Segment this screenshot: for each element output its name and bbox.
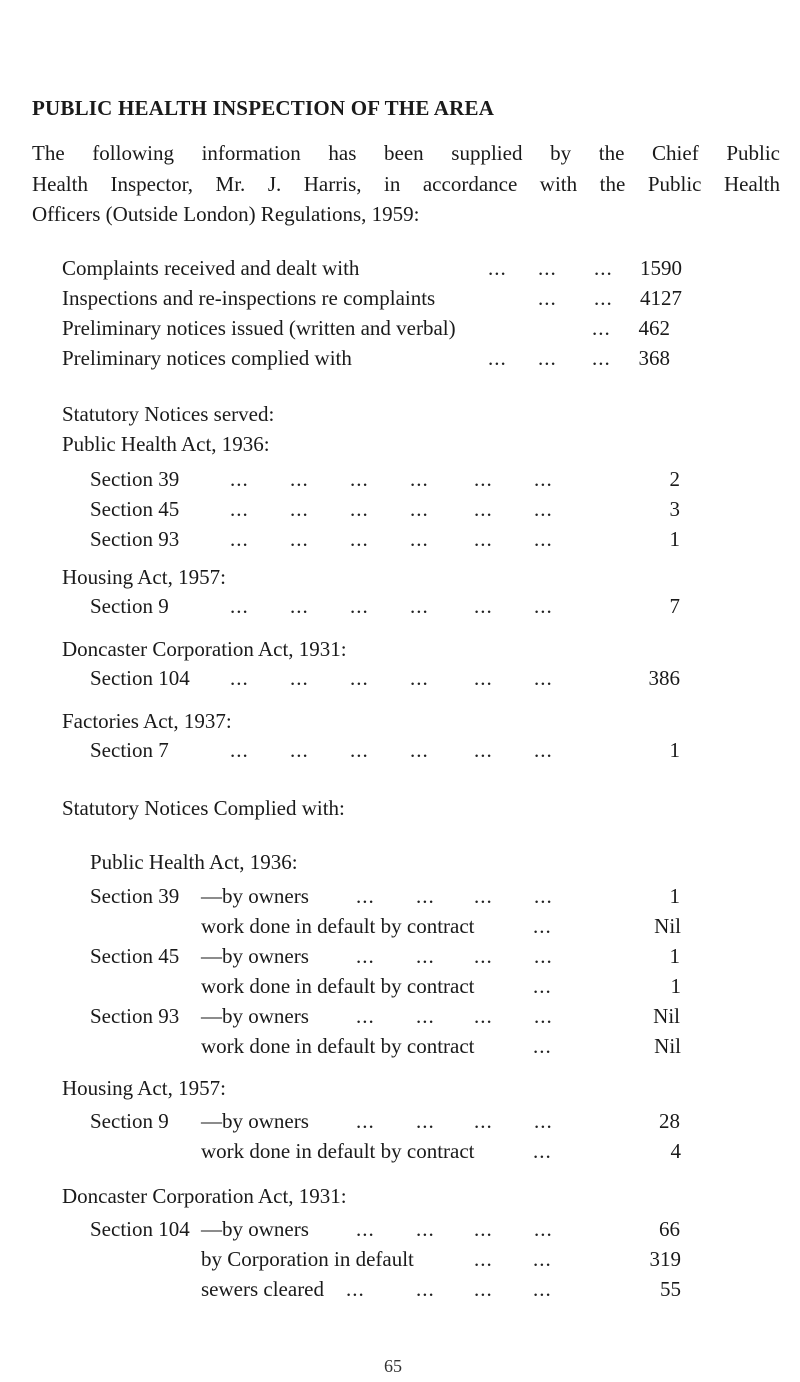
- summary-row: [62, 315, 670, 341]
- leader-dots: ...: [410, 738, 429, 762]
- row-value: 2: [669, 467, 680, 491]
- leader-dots: ...: [350, 467, 369, 491]
- row-value: 1590: [640, 256, 682, 280]
- served-row: [90, 466, 680, 492]
- leader-dots: ...: [533, 1277, 552, 1301]
- row-label: Section 39: [90, 467, 180, 491]
- served-row: [90, 496, 680, 522]
- row-value: 3: [669, 497, 680, 521]
- row-label: work done in default by contract: [201, 1139, 475, 1163]
- leader-dots: ...: [534, 884, 553, 908]
- row-label: Section 104: [90, 666, 190, 690]
- leader-dots: ...: [538, 286, 557, 310]
- row-label: —by owners: [201, 1109, 309, 1133]
- row-label: Inspections and re-inspections re complaints: [62, 286, 436, 310]
- leader-dots: ...: [474, 1217, 493, 1241]
- intro-line: Officers (Outside London) Regulations, 1959:: [32, 202, 420, 226]
- page-number: 65: [384, 1356, 402, 1376]
- leader-dots: ...: [534, 666, 553, 690]
- leader-dots: ...: [230, 527, 249, 551]
- row-label: Section 9: [90, 594, 169, 618]
- row-section: Section 45: [90, 944, 180, 968]
- leader-dots: ...: [534, 467, 553, 491]
- row-value: 1: [669, 527, 680, 551]
- leader-dots: ...: [474, 1004, 493, 1028]
- leader-dots: ...: [474, 594, 493, 618]
- leader-dots: ...: [474, 738, 493, 762]
- intro-line: The following information has been supplied by the Chief Public: [32, 141, 780, 165]
- leader-dots: ...: [230, 497, 249, 521]
- row-label: Section 93: [90, 527, 180, 551]
- row-label: —by owners: [201, 944, 309, 968]
- complied-row: [90, 1003, 680, 1029]
- leader-dots: ...: [538, 346, 557, 370]
- act-heading: Housing Act, 1957:: [62, 1076, 226, 1100]
- leader-dots: ...: [356, 944, 375, 968]
- row-value: 368: [638, 346, 670, 370]
- summary-row: [62, 345, 670, 371]
- leader-dots: ...: [290, 527, 309, 551]
- complied-row: [90, 1108, 680, 1134]
- leader-dots: ...: [356, 884, 375, 908]
- leader-dots: ...: [534, 944, 553, 968]
- leader-dots: ...: [592, 316, 611, 340]
- row-label: sewers cleared: [201, 1277, 325, 1301]
- row-value: 66: [659, 1217, 680, 1241]
- row-value: 4127: [640, 286, 682, 310]
- row-value: 7: [669, 594, 680, 618]
- row-label: Preliminary notices issued (written and verbal): [62, 316, 456, 340]
- row-value: 386: [648, 666, 680, 690]
- leader-dots: ...: [350, 594, 369, 618]
- act-heading: Doncaster Corporation Act, 1931:: [62, 637, 347, 661]
- leader-dots: ...: [488, 346, 507, 370]
- leader-dots: ...: [290, 467, 309, 491]
- complied-row: [201, 913, 681, 939]
- complied-row: [201, 1276, 681, 1302]
- leader-dots: ...: [534, 738, 553, 762]
- row-label: —by owners: [201, 1217, 309, 1241]
- leader-dots: ...: [474, 666, 493, 690]
- leader-dots: ...: [290, 738, 309, 762]
- complied-row: [90, 883, 680, 909]
- leader-dots: ...: [594, 256, 613, 280]
- leader-dots: ...: [410, 666, 429, 690]
- row-label: work done in default by contract: [201, 974, 475, 998]
- row-label: by Corporation in default: [201, 1247, 414, 1271]
- complied-row: [201, 1246, 681, 1272]
- served-row: [90, 737, 680, 763]
- row-value: 55: [660, 1277, 681, 1301]
- row-value: 462: [638, 316, 670, 340]
- row-label: Preliminary notices complied with: [62, 346, 352, 370]
- act-heading: Doncaster Corporation Act, 1931:: [62, 1184, 347, 1208]
- row-value: 4: [670, 1139, 681, 1163]
- row-section: Section 39: [90, 884, 180, 908]
- section-heading: Statutory Notices served:: [62, 402, 275, 426]
- leader-dots: ...: [356, 1109, 375, 1133]
- leader-dots: ...: [534, 1004, 553, 1028]
- act-heading: Public Health Act, 1936:: [62, 432, 270, 456]
- leader-dots: ...: [356, 1004, 375, 1028]
- leader-dots: ...: [230, 467, 249, 491]
- summary-row: [62, 285, 682, 311]
- complied-row: [201, 1138, 681, 1164]
- leader-dots: ...: [474, 527, 493, 551]
- row-value: 319: [649, 1247, 681, 1271]
- act-heading: Public Health Act, 1936:: [90, 850, 298, 874]
- leader-dots: ...: [474, 497, 493, 521]
- leader-dots: ...: [474, 944, 493, 968]
- leader-dots: ...: [533, 1139, 552, 1163]
- row-section: Section 93: [90, 1004, 180, 1028]
- row-value: 28: [659, 1109, 680, 1133]
- leader-dots: ...: [350, 666, 369, 690]
- leader-dots: ...: [290, 666, 309, 690]
- page-title: PUBLIC HEALTH INSPECTION OF THE AREA: [32, 96, 495, 120]
- leader-dots: ...: [594, 286, 613, 310]
- leader-dots: ...: [230, 666, 249, 690]
- leader-dots: ...: [533, 1034, 552, 1058]
- complied-row: [201, 1033, 681, 1059]
- leader-dots: ...: [416, 884, 435, 908]
- leader-dots: ...: [534, 497, 553, 521]
- row-value: Nil: [654, 914, 681, 938]
- leader-dots: ...: [488, 256, 507, 280]
- row-value: 1: [670, 974, 681, 998]
- leader-dots: ...: [533, 914, 552, 938]
- leader-dots: ...: [350, 497, 369, 521]
- leader-dots: ...: [350, 738, 369, 762]
- section-heading: Statutory Notices Complied with:: [62, 796, 345, 820]
- leader-dots: ...: [410, 594, 429, 618]
- leader-dots: ...: [416, 1109, 435, 1133]
- complied-row: [201, 973, 681, 999]
- leader-dots: ...: [410, 497, 429, 521]
- act-heading: Housing Act, 1957:: [62, 565, 226, 589]
- leader-dots: ...: [230, 594, 249, 618]
- leader-dots: ...: [538, 256, 557, 280]
- leader-dots: ...: [533, 1247, 552, 1271]
- row-label: Section 7: [90, 738, 169, 762]
- leader-dots: ...: [533, 974, 552, 998]
- leader-dots: ...: [356, 1217, 375, 1241]
- row-label: work done in default by contract: [201, 1034, 475, 1058]
- leader-dots: ...: [416, 1217, 435, 1241]
- row-label: Complaints received and dealt with: [62, 256, 360, 280]
- leader-dots: ...: [416, 944, 435, 968]
- row-value: 1: [669, 944, 680, 968]
- leader-dots: ...: [534, 1109, 553, 1133]
- row-label: —by owners: [201, 1004, 309, 1028]
- served-row: [90, 526, 680, 552]
- row-label: Section 45: [90, 497, 180, 521]
- served-row: [90, 593, 680, 619]
- leader-dots: ...: [474, 1247, 493, 1271]
- leader-dots: ...: [534, 1217, 553, 1241]
- leader-dots: ...: [416, 1277, 435, 1301]
- leader-dots: ...: [230, 738, 249, 762]
- row-value: Nil: [654, 1034, 681, 1058]
- leader-dots: ...: [350, 527, 369, 551]
- row-value: 1: [669, 884, 680, 908]
- complied-row: [90, 1216, 680, 1242]
- row-section: Section 9: [90, 1109, 169, 1133]
- leader-dots: ...: [474, 467, 493, 491]
- leader-dots: ...: [410, 527, 429, 551]
- served-row: [90, 665, 680, 691]
- row-label: —by owners: [201, 884, 309, 908]
- row-value: Nil: [653, 1004, 680, 1028]
- leader-dots: ...: [474, 1277, 493, 1301]
- leader-dots: ...: [474, 884, 493, 908]
- intro-line: Health Inspector, Mr. J. Harris, in accordance with the Public Health: [32, 171, 780, 196]
- complied-row: [90, 943, 680, 969]
- leader-dots: ...: [410, 467, 429, 491]
- leader-dots: ...: [416, 1004, 435, 1028]
- row-label: work done in default by contract: [201, 914, 475, 938]
- leader-dots: ...: [474, 1109, 493, 1133]
- leader-dots: ...: [592, 346, 611, 370]
- leader-dots: ...: [534, 594, 553, 618]
- summary-row: [62, 255, 682, 281]
- leader-dots: ...: [534, 527, 553, 551]
- intro-paragraph: [32, 138, 780, 230]
- row-value: 1: [669, 738, 680, 762]
- leader-dots: ...: [346, 1277, 365, 1301]
- leader-dots: ...: [290, 497, 309, 521]
- leader-dots: ...: [290, 594, 309, 618]
- row-section: Section 104: [90, 1217, 190, 1241]
- act-heading: Factories Act, 1937:: [62, 709, 232, 733]
